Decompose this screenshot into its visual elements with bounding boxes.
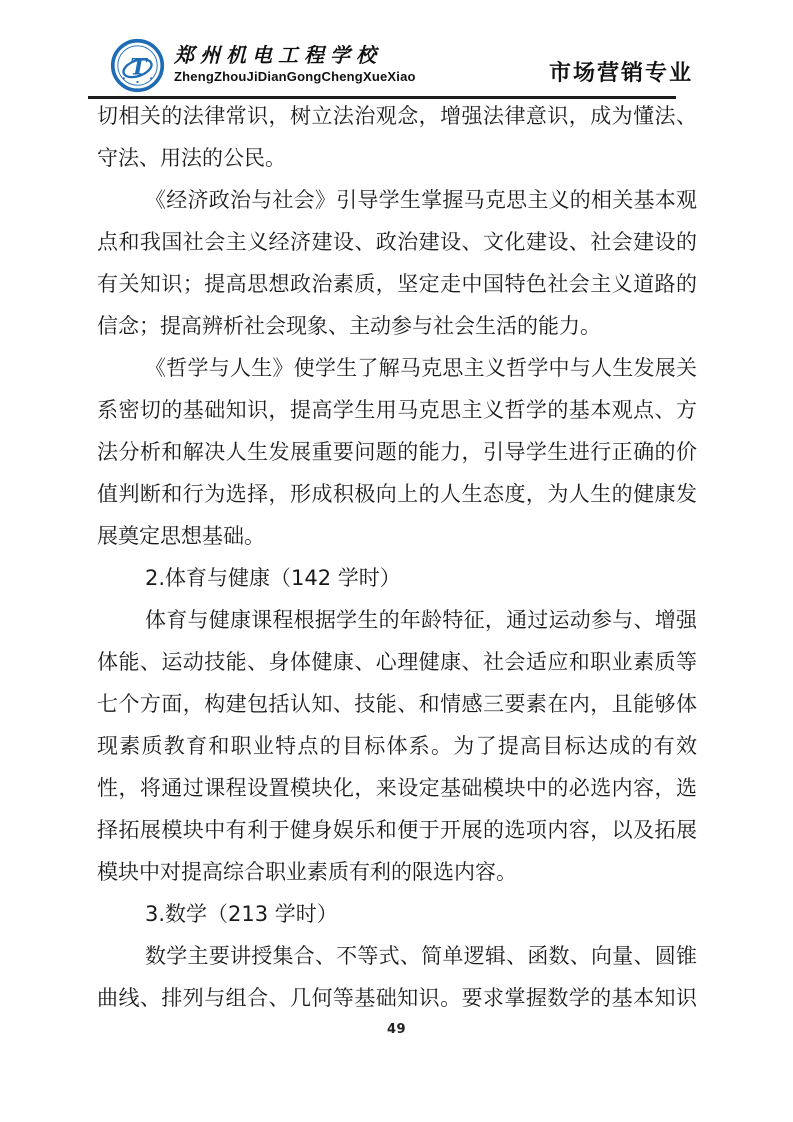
- text-line: 展奠定思想基础。: [97, 524, 265, 548]
- text-line: 信念；提高辨析社会现象、主动参与社会生活的能力。: [97, 314, 601, 338]
- svg-text:T: T: [130, 54, 147, 81]
- text-line: 七个方面，构建包括认知、技能、和情感三要素在内，且能够体: [97, 692, 697, 716]
- text-line: 性，将通过课程设置模块化，来设定基础模块中的必选内容，选: [97, 776, 697, 800]
- text-line: 值判断和行为选择，形成积极向上的人生态度，为人生的健康发: [97, 482, 697, 506]
- text-line: 《经济政治与社会》引导学生掌握马克思主义的相关基本观: [145, 188, 697, 212]
- text-line: 3.数学（213 学时）: [145, 902, 338, 926]
- text-line: 择拓展模块中有利于健身娱乐和便于开展的选项内容，以及拓展: [97, 818, 697, 842]
- text-line: 模块中对提高综合职业素质有利的限选内容。: [97, 860, 517, 884]
- page-header: [88, 36, 705, 94]
- document-body: [97, 95, 697, 1019]
- text-line: 体能、运动技能、身体健康、心理健康、社会适应和职业素质等: [97, 650, 697, 674]
- text-line: 系密切的基础知识，提高学生用马克思主义哲学的基本观点、方: [97, 398, 697, 422]
- school-pinyin: ZhengZhouJiDianGongChengXueXiao: [174, 69, 416, 84]
- school-logo-icon: [110, 38, 165, 93]
- school-logo-block: [110, 38, 416, 93]
- text-line: 守法、用法的公民。: [97, 146, 286, 170]
- page-number: 49: [386, 1022, 407, 1037]
- text-line: 法分析和解决人生发展重要问题的能力，引导学生进行正确的价: [97, 440, 697, 464]
- text-line: 曲线、排列与组合、几何等基础知识。要求掌握数学的基本知识: [97, 986, 697, 1010]
- text-line: 2.体育与健康（142 学时）: [145, 566, 401, 590]
- text-line: 现素质教育和职业特点的目标体系。为了提高目标达成的有效: [97, 734, 697, 758]
- text-line: 体育与健康课程根据学生的年龄特征，通过运动参与、增强: [145, 608, 697, 632]
- text-line: 数学主要讲授集合、不等式、简单逻辑、函数、向量、圆锥: [145, 944, 697, 968]
- text-line: 《哲学与人生》使学生了解马克思主义哲学中与人生发展关: [145, 356, 697, 380]
- school-name: 郑州机电工程学校: [174, 43, 382, 67]
- text-line: 点和我国社会主义经济建设、政治建设、文化建设、社会建设的: [97, 230, 697, 254]
- major-title: 市场营销专业: [548, 60, 693, 86]
- text-line: 切相关的法律常识，树立法治观念，增强法律意识，成为懂法、: [97, 104, 697, 128]
- text-line: 有关知识；提高思想政治素质，坚定走中国特色社会主义道路的: [97, 272, 697, 296]
- school-names: [174, 38, 416, 84]
